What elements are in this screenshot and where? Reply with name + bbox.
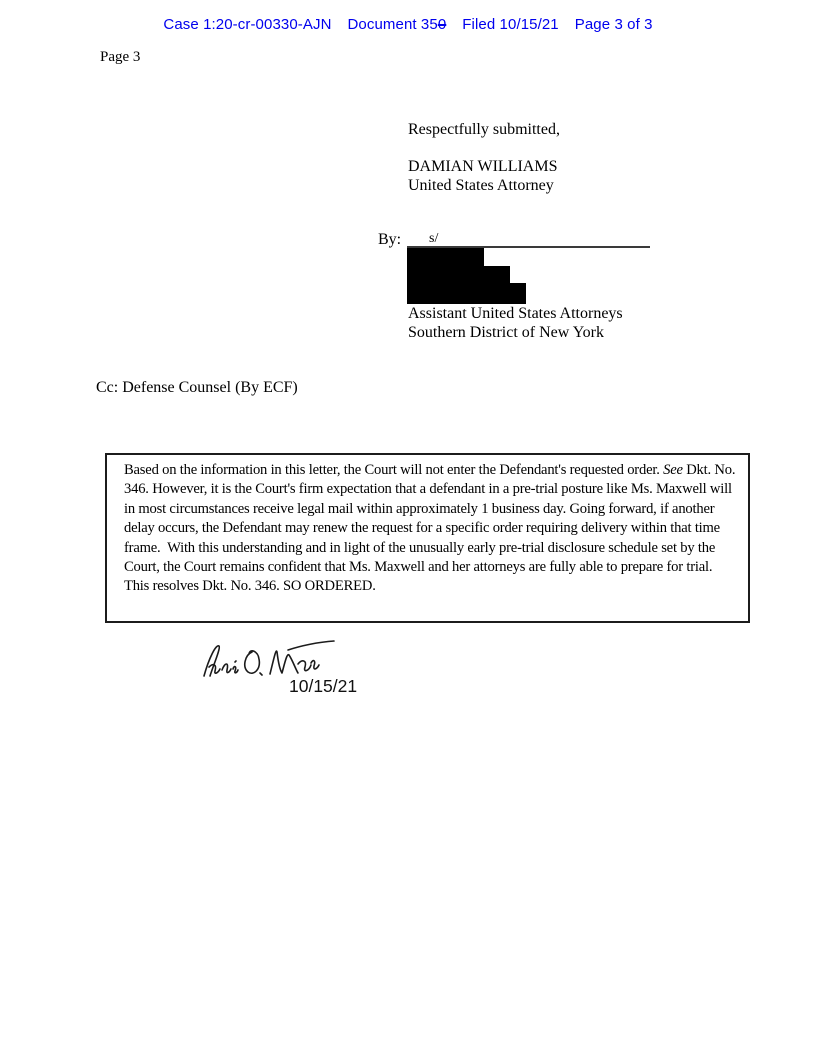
cc-line: Cc: Defense Counsel (By ECF) [96,379,298,396]
redaction-bar [407,283,526,304]
s-slash-signature: s/ [429,231,439,246]
court-order-text [124,461,740,597]
ecf-header [0,16,816,33]
respectfully-submitted: Respectfully submitted, [408,121,560,138]
attorney-title: United States Attorney [408,177,554,194]
redaction-bar [407,266,510,283]
header-page-of: Page 3 of 3 [574,16,653,33]
order-text-see: See [663,462,683,478]
attorney-name: DAMIAN WILLIAMS [408,158,558,175]
assistant-attorneys-line: Assistant United States Attorneys [408,305,623,322]
endorsement-date: 10/15/21 [289,676,358,696]
redaction-bar [407,248,484,266]
page-label: Page 3 [100,49,141,65]
case-number: Case 1:20-cr-00330-AJN [163,16,332,33]
by-label: By: [378,231,402,248]
filed-date: Filed 10/15/21 [462,16,559,33]
district-line: Southern District of New York [408,324,604,341]
order-text-after-see: Dkt. No. 346. However, it is the Court's firm expectation that a defendant in a pre-trial posture like Ms. Maxwell will in most circumstances receive legal mail within approximately 1 business day. Going forward, if another delay occurs, the Defendant may renew the request for a specific order requiring delivery within that time frame. With this understanding and in light of the unusually early pre-trial disclosure schedule set by the Court, the Court remains confident that Ms. Maxwell and her attorneys are fully able to prepare for trial. This resolves Dkt. No. 346. SO ORDERED. [124,462,739,595]
document-number: Document 350 [347,16,447,33]
redaction-block [407,248,526,304]
order-text-before-see: Based on the information in this letter, the Court will not enter the Defendant's requested order. [124,462,664,478]
struck-digit: 0 [437,16,447,33]
court-order-box [105,453,750,623]
